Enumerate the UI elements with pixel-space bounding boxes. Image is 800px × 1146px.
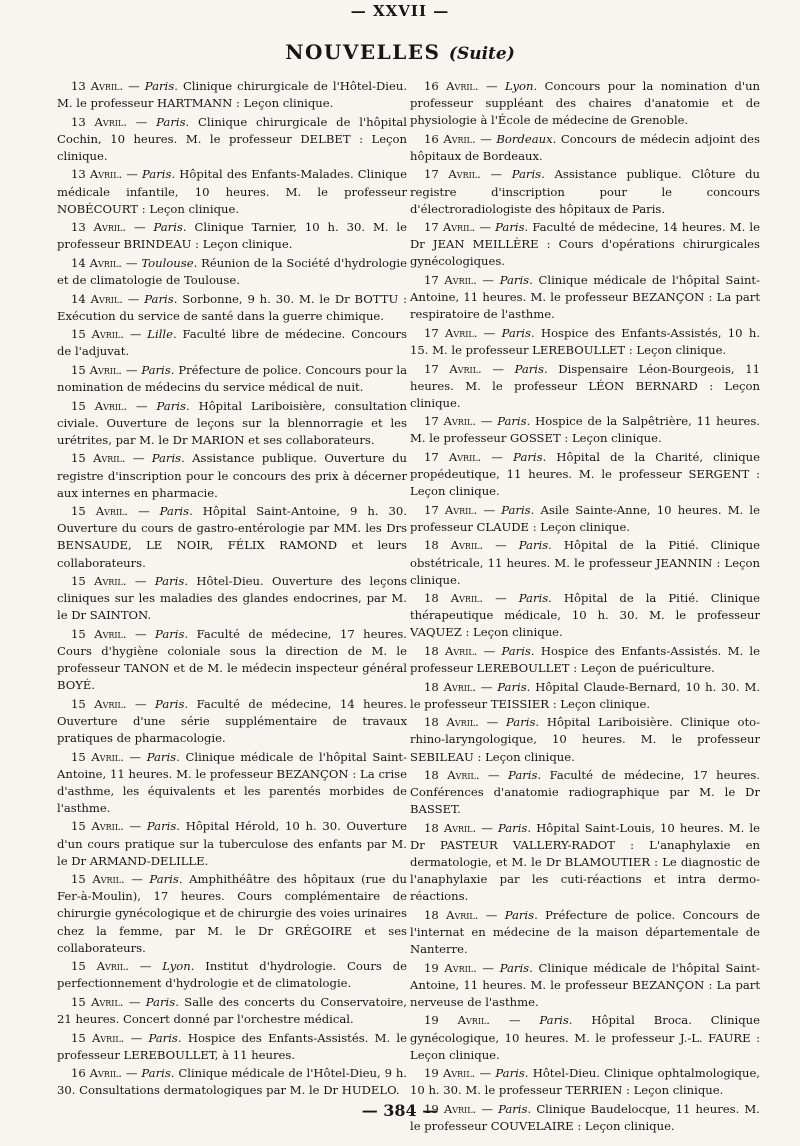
entry-date: 16 Avril [71, 1066, 119, 1081]
entry-date: 18 Avril [424, 768, 476, 783]
announcement-entry: 18 Avril. — Paris. Faculté de médecine, 17 heures. Conférences d'anatomie radiographique par M. le Dr BASSET. [410, 768, 760, 817]
entry-city: Paris [155, 696, 185, 711]
entry-text: Préfecture de police. Concours pour la nomination de médecins du service médical de nuit. [57, 363, 408, 395]
entry-city: Paris [151, 451, 182, 466]
entry-date: 19 Avril [424, 960, 474, 975]
entry-city: Paris [495, 220, 525, 235]
entry-text: Clinique chirurgicale de l'hôpital Cochin, 10 heures. M. le professeur DELBET : Leçon clinique. [57, 114, 408, 163]
entry-city: Paris [501, 325, 531, 340]
entry-text: Amphithéâtre des hôpitaux (rue du Fer-à-Moulin), 17 heures. Cours complémentaire de chirurgie gynécologique et de chirurgie des voies urinaires chez la femme, par M. le Dr GRÉGOIRE et ses collaborateurs. [57, 872, 407, 955]
entry-date: 15 Avril [71, 504, 125, 519]
roman-folio: — XXVII — [350, 2, 450, 20]
entry-date: 18 Avril [424, 644, 474, 658]
entry-date: 13 Avril [71, 114, 124, 129]
announcement-entry: 18 Avril. — Paris. Hôpital de la Pitié. Clinique thérapeutique médicale, 10 h. 30. M. le professeur VAQUEZ : Leçon clinique. [410, 591, 760, 640]
entry-city: Lyon [162, 959, 191, 974]
entry-text: Asile Sainte-Anne, 10 heures. M. le professeur CLAUDE : Leçon clinique. [410, 502, 761, 534]
entry-text: Hôpital de la Charité, clinique propédeutique, 11 heures. M. le professeur SERGENT : Leçon clinique. [410, 449, 760, 499]
announcement-entry: 13 Avril. — Paris. Clinique chirurgicale de l'hôpital Cochin, 10 heures. M. le professeur DELBET : Leçon clinique. [57, 114, 408, 163]
entry-text: Faculté de médecine, 17 heures. Cours d'hygiène coloniale sous la direction de M. le professeur TANON et de M. le médecin inspecteur général BOYÉ. [57, 626, 407, 693]
entry-city: Paris [518, 591, 549, 606]
entry-text: Sorbonne, 9 h. 30. M. le Dr BOTTU : Exécution du service de santé dans la guerre chimique. [57, 291, 407, 323]
entry-date: 15 Avril [71, 327, 121, 342]
entry-city: Paris [156, 398, 186, 413]
entry-city: Lyon [505, 79, 534, 93]
entry-date: 15 Avril [71, 451, 122, 466]
entry-date: 17 Avril [424, 325, 474, 340]
entry-text: Clinique médicale de l'Hôtel-Dieu, 9 h. 30. Consultations dermatologiques par M. le Dr HUDELO. [57, 1066, 407, 1098]
announcement-entry: 19 Avril. — Paris. Hôtel-Dieu. Clinique ophtalmologique, 10 h. 30. M. le professeur TERRIEN : Leçon clinique. [410, 1066, 760, 1098]
announcement-entry: 18 Avril. — Paris. Hôpital Saint-Louis, 10 heures. M. le Dr PASTEUR VALLERY-RADOT : L'anaphylaxie en dermatologie, et M. le Dr BLAMOUTIER : Le diagnostic de l'anaphylaxie par les cuti-réactions et intra dermo-réactions. [410, 820, 760, 904]
announcement-entry: 17 Avril. — Paris. Clinique médicale de l'hôpital Saint-Antoine, 11 heures. M. le professeur BEZANÇON : La part respiratoire de l'asthme. [410, 273, 760, 322]
entry-city: Paris [154, 574, 185, 589]
announcement-entry: 19 Avril. — Paris. Clinique médicale de l'hôpital Saint-Antoine, 11 heures. M. le professeur BEZANÇON : La part nerveuse de l'asthme. [410, 960, 760, 1009]
entry-city: Toulouse [141, 255, 194, 270]
announcement-entry: 18 Avril. — Paris. Préfecture de police. Concours de l'internat en médecine de la maison départementale de Nanterre. [410, 907, 761, 957]
entry-text: Assistance publique. Ouverture du registre d'inscription pour le concours des prix à décerner aux internes en pharmacie. [57, 451, 407, 500]
entry-city: Paris [142, 167, 172, 182]
entry-date: 13 Avril [71, 167, 119, 182]
entry-city: Paris [497, 679, 527, 694]
announcement-entry: 14 Avril. — Toulouse. Réunion de la Société d'hydrologie et de climatologie de Toulouse. [57, 255, 408, 288]
entry-date: 17 Avril [424, 273, 474, 288]
announcement-entry: 15 Avril. — Paris. Hôpital Saint-Antoine, 9 h. 30. Ouverture du cours de gastro-entérologie par MM. les Drs BENSAUDE, LE NOIR, FÉLIX RAMOND et leurs collaborateurs. [57, 504, 407, 570]
announcement-entry: 16 Avril. — Bordeaux. Concours de médecin adjoint des hôpitaux de Bordeaux. [410, 131, 760, 163]
announcement-entry: 18 Avril. — Paris. Hôpital de la Pitié. Clinique obstétricale, 11 heures. M. le professeur JEANNIN : Leçon clinique. [410, 538, 760, 587]
entry-city: Paris [141, 363, 171, 377]
announcement-entry: 15 Avril. — Lyon. Institut d'hydrologie. Cours de perfectionnement d'hydrologie et de climatologie. [57, 959, 407, 991]
entry-city: Paris [539, 1013, 569, 1028]
entry-date: 14 Avril [71, 291, 120, 306]
entry-text: Clinique médicale de l'hôpital Saint-Antoine, 11 heures. M. le professeur BEZANÇON : La part nerveuse de l'asthme. [410, 960, 760, 1009]
entry-text: Faculté de médecine, 14 heures. Ouverture d'une série supplémentaire de travaux pratiques de pharmacologie. [57, 696, 407, 745]
entry-city: Paris [501, 644, 531, 658]
entry-city: Paris [513, 449, 543, 464]
section-subtitle: (Suite) [448, 44, 515, 64]
entry-city: Paris [497, 820, 528, 835]
entry-date: 15 Avril [71, 574, 123, 589]
entry-date: 13 Avril [71, 79, 120, 93]
announcement-entry: 18 Avril. — Paris. Hôpital Lariboisière. Clinique oto-rhino-laryngologique, 10 heures. M. le professeur SEBILEAU : Leçon clinique. [410, 715, 761, 764]
announcement-entry: 17 Avril. — Paris. Hospice de la Salpêtrière, 11 heures. M. le professeur GOSSET : Leçon clinique. [410, 414, 760, 446]
entry-city: Paris [518, 538, 549, 553]
entry-date: 15 Avril [71, 626, 123, 641]
entry-text: Clinique médicale de l'hôpital Saint-Antoine, 11 heures. M. le professeur BEZANÇON : La crise d'asthme, les équivalents et les parentés morbides de l'asthme. [57, 749, 407, 815]
entry-date: 15 Avril [71, 363, 119, 377]
entry-date: 17 Avril [424, 502, 474, 517]
entry-city: Paris [511, 167, 542, 182]
entry-date: 15 Avril [71, 819, 121, 834]
entry-text: Hospice des Enfants-Assistés. M. le professeur LEREBOULLET : Leçon de puériculture. [410, 644, 760, 676]
entry-city: Paris [508, 768, 538, 783]
entry-text: Préfecture de police. Concours de l'internat en médecine de la maison départementale de Nanterre. [410, 907, 761, 957]
entry-city: Paris [501, 502, 531, 517]
announcement-entry: 15 Avril. — Paris. Faculté de médecine, 14 heures. Ouverture d'une série supplémentaire de travaux pratiques de pharmacologie. [57, 696, 407, 745]
announcement-entry: 15 Avril. — Paris. Faculté de médecine, 17 heures. Cours d'hygiène coloniale sous la direction de M. le professeur TANON et de M. le médecin inspecteur général BOYÉ. [57, 626, 407, 693]
entry-date: 17 Avril [424, 220, 472, 235]
entry-city: Paris [495, 1066, 525, 1081]
entry-text: Institut d'hydrologie. Cours de perfectionnement d'hydrologie et de climatologie. [57, 959, 407, 991]
entry-date: 17 Avril [424, 361, 479, 376]
entry-text: Faculté de médecine, 14 heures. M. le Dr JEAN MEILLÈRE : Cours d'opérations chirurgicales gynécologiques. [410, 220, 760, 269]
announcement-entry: 15 Avril. — Paris. Hôpital Lariboisière, consultation civiale. Ouverture de leçons sur la blennorragie et les urétrites, par M. le Dr MARION et ses collaborateurs. [57, 398, 407, 447]
entry-text: Hôpital Saint-Antoine, 9 h. 30. Ouverture du cours de gastro-entérologie par MM. les Drs BENSAUDE, LE NOIR, FÉLIX RAMOND et leurs collaborateurs. [57, 504, 407, 570]
announcement-entry: 15 Avril. — Paris. Hospice des Enfants-Assistés. M. le professeur LEREBOULLET, à 11 heures. [57, 1030, 407, 1062]
entry-city: Paris [506, 715, 536, 730]
entry-city: Paris [155, 626, 185, 641]
announcement-entry: 19 Avril. — Paris. Clinique Baudelocque, 11 heures. M. le professeur COUVELAIRE : Leçon clinique. [410, 1101, 760, 1134]
entry-text: Hôpital Lariboisière. Clinique oto-rhino-laryngologique, 10 heures. M. le professeur SEBILEAU : Leçon clinique. [410, 715, 761, 764]
entry-text: Hôpital Lariboisière, consultation civiale. Ouverture de leçons sur la blennorragie et les urétrites, par M. le Dr MARION et ses collaborateurs. [57, 398, 407, 447]
announcement-entry: 17 Avril. — Paris. Assistance publique. Clôture du registre d'inscription pour le concours d'électroradiologiste des hôpitaux de Paris. [410, 167, 760, 216]
entry-text: Concours pour la nomination d'un professeur suppléant des chaires d'anatomie et de physiologie à l'École de médecine de Grenoble. [410, 79, 761, 128]
entry-text: Faculté libre de médecine. Concours de l'adjuvat. [57, 327, 407, 359]
announcement-entry: 15 Avril. — Paris. Hôpital Hérold, 10 h. 30. Ouverture d'un cours pratique sur la tuberculose des enfants par M. le Dr ARMAND-DELILLE. [57, 819, 407, 868]
entry-date: 16 Avril [424, 131, 472, 146]
section-heading [0, 40, 800, 64]
entry-date: 15 Avril [71, 696, 123, 711]
entry-text: Réunion de la Société d'hydrologie et de climatologie de Toulouse. [57, 255, 408, 288]
entry-city: Paris [159, 504, 190, 519]
entry-text: Hôpital Claude-Bernard, 10 h. 30. M. le professeur TEISSIER : Leçon clinique. [410, 679, 761, 711]
section-title: NOUVELLES [285, 40, 441, 64]
announcement-entry: 19 Avril. — Paris. Hôpital Broca. Clinique gynécologique, 10 heures. M. le professeur J.-L. FAURE : Leçon clinique. [410, 1013, 761, 1062]
entry-text: Salle des concerts du Conservatoire, 21 heures. Concert donné par l'orchestre médical. [57, 994, 407, 1026]
entry-city: Paris [146, 819, 177, 834]
announcement-entry: 18 Avril. — Paris. Hospice des Enfants-Assistés. M. le professeur LEREBOULLET : Leçon de puériculture. [410, 644, 760, 676]
entry-text: Concours de médecin adjoint des hôpitaux de Bordeaux. [410, 131, 760, 163]
announcement-entry: 14 Avril. — Paris. Sorbonne, 9 h. 30. M. le Dr BOTTU : Exécution du service de santé dans la guerre chimique. [57, 291, 407, 323]
entry-text: Hospice de la Salpêtrière, 11 heures. M. le professeur GOSSET : Leçon clinique. [410, 414, 760, 446]
entry-date: 15 Avril [71, 994, 120, 1009]
entry-text: Hôpital Hérold, 10 h. 30. Ouverture d'un cours pratique sur la tuberculose des enfants par M. le Dr ARMAND-DELILLE. [57, 819, 407, 868]
entry-city: Paris [146, 749, 177, 764]
entry-city: Paris [149, 872, 179, 887]
entry-city: Paris [145, 994, 176, 1009]
entry-date: 18 Avril [424, 538, 480, 553]
announcement-entry: 15 Avril. — Paris. Hôtel-Dieu. Ouverture des leçons cliniques sur les maladies des glandes endocrines, par M. le Dr SAINTON. [57, 574, 408, 623]
entry-city: Paris [148, 1030, 178, 1045]
announcement-entry: 13 Avril. — Paris. Hôpital des Enfants-Malades. Clinique médicale infantile, 10 heures. M. le professeur NOBÉCOURT : Leçon clinique. [57, 167, 407, 216]
announcement-entry: 17 Avril. — Paris. Asile Sainte-Anne, 10 heures. M. le professeur CLAUDE : Leçon clinique. [410, 502, 761, 534]
entry-date: 19 Avril [424, 1101, 473, 1116]
announcement-entry: 17 Avril. — Paris. Faculté de médecine, 14 heures. M. le Dr JEAN MEILLÈRE : Cours d'opérations chirurgicales gynécologiques. [410, 220, 760, 269]
entry-date: 19 Avril [424, 1066, 472, 1081]
entry-text: Hôpital de la Pitié. Clinique thérapeutique médicale, 10 h. 30. M. le professeur VAQUEZ : Leçon clinique. [410, 591, 760, 640]
entry-date: 18 Avril [424, 715, 476, 730]
entry-date: 15 Avril [71, 959, 126, 974]
entry-city: Paris [144, 79, 175, 93]
announcement-entry: 18 Avril. — Paris. Hôpital Claude-Bernard, 10 h. 30. M. le professeur TEISSIER : Leçon clinique. [410, 679, 761, 711]
entry-date: 15 Avril [71, 872, 121, 887]
entry-date: 13 Avril [71, 220, 123, 235]
entry-text: Dispensaire Léon-Bourgeois, 11 heures. M. le professeur LÉON BERNARD : Leçon clinique. [410, 361, 760, 410]
announcement-entry: 15 Avril. — Paris. Assistance publique. Ouverture du registre d'inscription pour le concours des prix à décerner aux internes en pharmacie. [57, 451, 407, 500]
entry-city: Paris [499, 960, 530, 975]
entry-city: Paris [153, 220, 183, 235]
entry-text: Clinique Baudelocque, 11 heures. M. le professeur COUVELAIRE : Leçon clinique. [410, 1101, 760, 1134]
entry-city: Paris [504, 907, 535, 922]
entry-text: Hôpital Saint-Louis, 10 heures. M. le Dr PASTEUR VALLERY-RADOT : L'anaphylaxie en dermatologie, et M. le Dr BLAMOUTIER : Le diagnostic de l'anaphylaxie par les cuti-réactions et intra dermo-réactions. [410, 820, 760, 904]
entry-city: Paris [498, 1101, 528, 1116]
entry-date: 18 Avril [424, 591, 480, 606]
announcement-entry: 13 Avril. — Paris. Clinique chirurgicale de l'Hôtel-Dieu. M. le professeur HARTMANN : Leçon clinique. [57, 79, 408, 111]
entry-date: 16 Avril [424, 79, 475, 93]
entry-date: 18 Avril [424, 679, 473, 694]
entry-date: 19 Avril [424, 1013, 487, 1028]
entry-date: 18 Avril [424, 820, 473, 835]
entry-city: Paris [499, 273, 530, 288]
announcement-entry: 15 Avril. — Paris. Clinique médicale de l'hôpital Saint-Antoine, 11 heures. M. le professeur BEZANÇON : La crise d'asthme, les équivalents et les parentés morbides de l'asthme. [57, 749, 407, 815]
announcement-entry: 17 Avril. — Paris. Hospice des Enfants-Assistés, 10 h. 15. M. le professeur LEREBOULLET : Leçon clinique. [410, 325, 761, 357]
entry-date: 17 Avril [424, 167, 478, 182]
entry-date: 15 Avril [71, 1030, 121, 1045]
entry-text: Hôtel-Dieu. Ouverture des leçons cliniques sur les maladies des glandes endocrines, par M. le Dr SAINTON. [57, 574, 408, 623]
announcement-entry: 13 Avril. — Paris. Clinique Tarnier, 10 h. 30. M. le professeur BRINDEAU : Leçon clinique. [57, 220, 408, 252]
entry-date: 17 Avril [424, 414, 473, 429]
entry-text: Hospice des Enfants-Assistés. M. le professeur LEREBOULLET, à 11 heures. [57, 1030, 407, 1062]
announcement-entry: 17 Avril. — Paris. Hôpital de la Charité, clinique propédeutique, 11 heures. M. le professeur SERGENT : Leçon clinique. [410, 449, 760, 499]
entry-date: 14 Avril [71, 255, 119, 270]
entry-city: Bordeaux [496, 131, 553, 146]
announcement-entry: 17 Avril. — Paris. Dispensaire Léon-Bourgeois, 11 heures. M. le professeur LÉON BERNARD : Leçon clinique. [410, 361, 760, 410]
left-column [57, 78, 407, 1101]
right-column [410, 78, 760, 1137]
page-number: — 384 — [361, 1101, 439, 1120]
entry-date: 17 Avril [424, 449, 478, 464]
entry-text: Hospice des Enfants-Assistés, 10 h. 15. M. le professeur LEREBOULLET : Leçon clinique. [410, 325, 761, 357]
entry-text: Hôpital de la Pitié. Clinique obstétricale, 11 heures. M. le professeur JEANNIN : Leçon clinique. [410, 538, 760, 587]
announcement-entry: 15 Avril. — Lille. Faculté libre de médecine. Concours de l'adjuvat. [57, 327, 407, 359]
entry-date: 15 Avril [71, 749, 121, 764]
entry-city: Paris [497, 414, 527, 429]
entry-city: Lille [147, 327, 173, 342]
entry-date: 18 Avril [424, 907, 475, 922]
announcement-entry: 16 Avril. — Paris. Clinique médicale de l'Hôtel-Dieu, 9 h. 30. Consultations dermatologiques par M. le Dr HUDELO. [57, 1066, 407, 1098]
entry-text: Hôpital des Enfants-Malades. Clinique médicale infantile, 10 heures. M. le professeur NOBÉCOURT : Leçon clinique. [57, 167, 407, 216]
entry-text: Hôtel-Dieu. Clinique ophtalmologique, 10 h. 30. M. le professeur TERRIEN : Leçon clinique. [410, 1066, 760, 1098]
entry-date: 15 Avril [71, 398, 124, 413]
entry-city: Paris [141, 1066, 171, 1081]
entry-city: Paris [156, 114, 186, 129]
entry-text: Clinique médicale de l'hôpital Saint-Antoine, 11 heures. M. le professeur BEZANÇON : La part respiratoire de l'asthme. [410, 273, 760, 322]
entry-text: Assistance publique. Clôture du registre d'inscription pour le concours d'électroradiologiste des hôpitaux de Paris. [410, 167, 760, 216]
entry-text: Faculté de médecine, 17 heures. Conférences d'anatomie radiographique par M. le Dr BASSET. [410, 768, 760, 817]
announcement-entry: 15 Avril. — Paris. Amphithéâtre des hôpitaux (rue du Fer-à-Moulin), 17 heures. Cours complémentaire de chirurgie gynécologique et de chirurgie des voies urinaires chez la femme, par M. le Dr GRÉGOIRE et ses collaborateurs. [57, 872, 407, 955]
entry-text: Hôpital Broca. Clinique gynécologique, 10 heures. M. le professeur J.-L. FAURE : Leçon clinique. [410, 1013, 761, 1062]
entry-city: Paris [144, 291, 174, 306]
entry-city: Paris [514, 361, 544, 376]
announcement-entry: 16 Avril. — Lyon. Concours pour la nomination d'un professeur suppléant des chaires d'anatomie et de physiologie à l'École de médecine de Grenoble. [410, 79, 761, 128]
announcement-entry: 15 Avril. — Paris. Salle des concerts du Conservatoire, 21 heures. Concert donné par l'orchestre médical. [57, 994, 407, 1026]
entry-text: Clinique chirurgicale de l'Hôtel-Dieu. M. le professeur HARTMANN : Leçon clinique. [57, 79, 408, 111]
entry-text: Clinique Tarnier, 10 h. 30. M. le professeur BRINDEAU : Leçon clinique. [57, 220, 408, 252]
announcement-entry: 15 Avril. — Paris. Préfecture de police. Concours pour la nomination de médecins du service médical de nuit. [57, 363, 408, 395]
